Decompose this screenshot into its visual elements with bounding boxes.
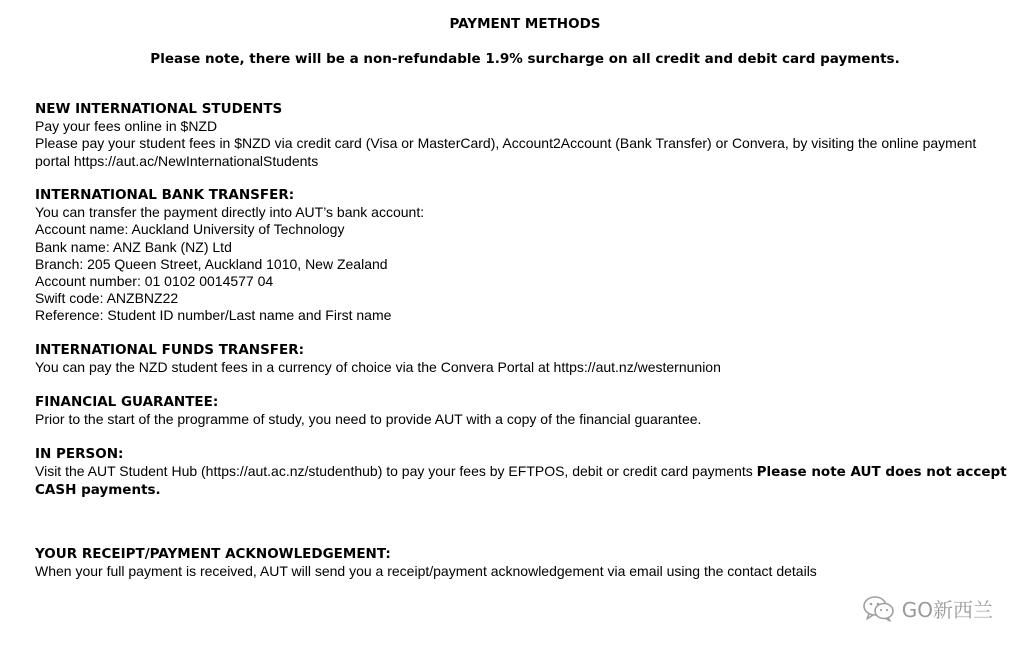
section-line: Pay your fees online in $NZD: [35, 118, 218, 135]
account-number: Account number: 01 0102 0014577 04: [35, 273, 274, 290]
section-line: You can pay the NZD student fees in a currency of choice via the Convera Portal at https://aut.nz/westernunion: [35, 359, 721, 376]
in-person-text: Visit the AUT Student Hub (https://aut.ac.nz/studenthub) to pay your fees by EFTPOS, debit or credit card payments: [35, 463, 757, 480]
surcharge-notice: Please note, there will be a non-refundable 1.9% surcharge on all credit and debit card payments.: [150, 51, 900, 67]
section-heading: YOUR RECEIPT/PAYMENT ACKNOWLEDGEMENT:: [35, 546, 391, 562]
watermark: [862, 594, 993, 623]
section-heading: IN PERSON:: [35, 446, 124, 462]
section-new-international-students: [35, 101, 1010, 170]
section-international-funds-transfer: [35, 342, 1010, 376]
section-line: [35, 463, 1010, 499]
section-heading: INTERNATIONAL FUNDS TRANSFER:: [35, 342, 305, 358]
section-line: When your full payment is received, AUT will send you a receipt/payment acknowledgement via email using the contact details: [35, 563, 817, 580]
bank-name: Bank name: ANZ Bank (NZ) Ltd: [35, 238, 232, 255]
section-financial-guarantee: [35, 394, 1010, 428]
watermark-text: GO新西兰: [901, 598, 993, 622]
section-heading: INTERNATIONAL BANK TRANSFER:: [35, 187, 295, 203]
section-line: You can transfer the payment directly into AUT’s bank account:: [35, 204, 425, 221]
section-international-bank-transfer: [35, 187, 1010, 325]
section-line: Please pay your student fees in $NZD via credit card (Visa or MasterCard), Account2Account (Bank Transfer) or Convera, by visiting the online payment portal https://aut.ac/NewInternationalStudents: [35, 135, 977, 169]
page-title: PAYMENT METHODS: [449, 16, 601, 32]
section-heading: FINANCIAL GUARANTEE:: [35, 394, 219, 410]
payment-reference: Reference: Student ID number/Last name and First name: [35, 307, 392, 324]
section-receipt-acknowledgement: [35, 546, 1010, 580]
section-line: Prior to the start of the programme of study, you need to provide AUT with a copy of the financial guarantee.: [35, 411, 702, 428]
swift-code: Swift code: ANZBNZ22: [35, 290, 179, 307]
section-heading: NEW INTERNATIONAL STUDENTS: [35, 101, 283, 117]
branch-address: Branch: 205 Queen Street, Auckland 1010, New Zealand: [35, 255, 388, 272]
account-name: Account name: Auckland University of Technology: [35, 221, 345, 238]
cash-warning: Please note AUT does not accept CASH payments.: [35, 464, 1007, 499]
section-in-person: [35, 446, 1010, 500]
wechat-icon: [862, 595, 896, 623]
